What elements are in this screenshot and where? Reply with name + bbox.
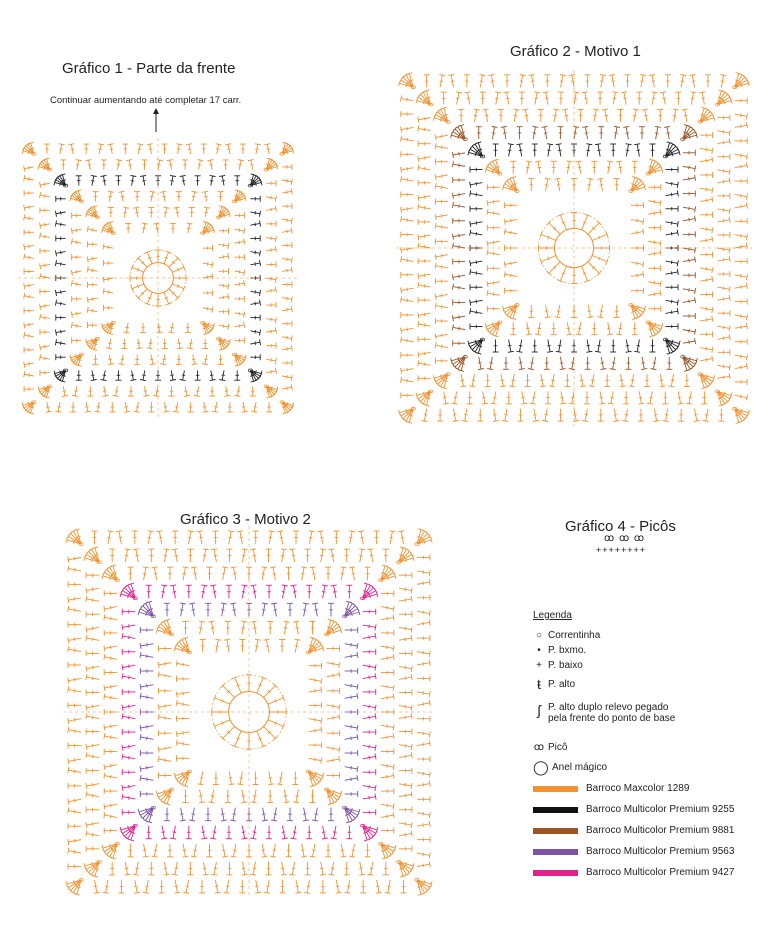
double-crochet-icon: ŧ [537, 676, 541, 692]
color-swatch [533, 828, 578, 834]
legend-single-crochet: + P. baixo [533, 660, 583, 671]
magic-ring-icon: ◯ [533, 759, 549, 775]
picot-base-row: ++++++++ [596, 545, 647, 555]
chart2-title: Gráfico 2 - Motivo 1 [510, 43, 641, 60]
chart1-note: Continuar aumentando até completar 17 carr. [50, 95, 242, 106]
continue-arrow [153, 108, 159, 132]
legend-double-crochet: ŧ P. alto [533, 676, 575, 692]
chart4-title: Gráfico 4 - Picôs [565, 518, 676, 535]
color-swatch [533, 870, 578, 876]
chart1-crochet-diagram [18, 138, 298, 418]
legend-title: Legenda [533, 610, 572, 621]
picot-glyphs: ꝏ ꝏ ꝏ [604, 533, 646, 544]
color-swatch [533, 807, 578, 813]
legend-chain: ○ Correntinha [533, 630, 600, 641]
chart3-crochet-diagram [63, 526, 435, 898]
chart3-title: Gráfico 3 - Motivo 2 [180, 511, 311, 528]
legend-color-9881: Barroco Multicolor Premium 9881 [533, 825, 734, 836]
legend-color-9255: Barroco Multicolor Premium 9255 [533, 804, 734, 815]
slip-stitch-icon: • [537, 645, 541, 656]
legend-slip-stitch: • P. bxmo. [533, 645, 586, 656]
legend-color-9563: Barroco Multicolor Premium 9563 [533, 846, 734, 857]
legend-magic-ring: ◯ Anel mágico [533, 759, 608, 775]
chart2-crochet-diagram [396, 70, 752, 426]
color-swatch [533, 786, 578, 792]
color-swatch [533, 849, 578, 855]
chain-icon: ○ [535, 630, 543, 641]
legend-picot: ꝏ Picô [533, 742, 568, 753]
legend-color-1289: Barroco Maxcolor 1289 [533, 783, 689, 794]
picot-icon: ꝏ [533, 742, 545, 753]
legend-color-9427: Barroco Multicolor Premium 9427 [533, 867, 734, 878]
single-crochet-icon: + [536, 660, 542, 671]
legend-front-post-double: ʃ P. alto duplo relevo pegado pela frente do ponto de base [533, 702, 675, 724]
front-post-icon: ʃ [537, 702, 541, 718]
chart1-title: Gráfico 1 - Parte da frente [62, 60, 236, 77]
